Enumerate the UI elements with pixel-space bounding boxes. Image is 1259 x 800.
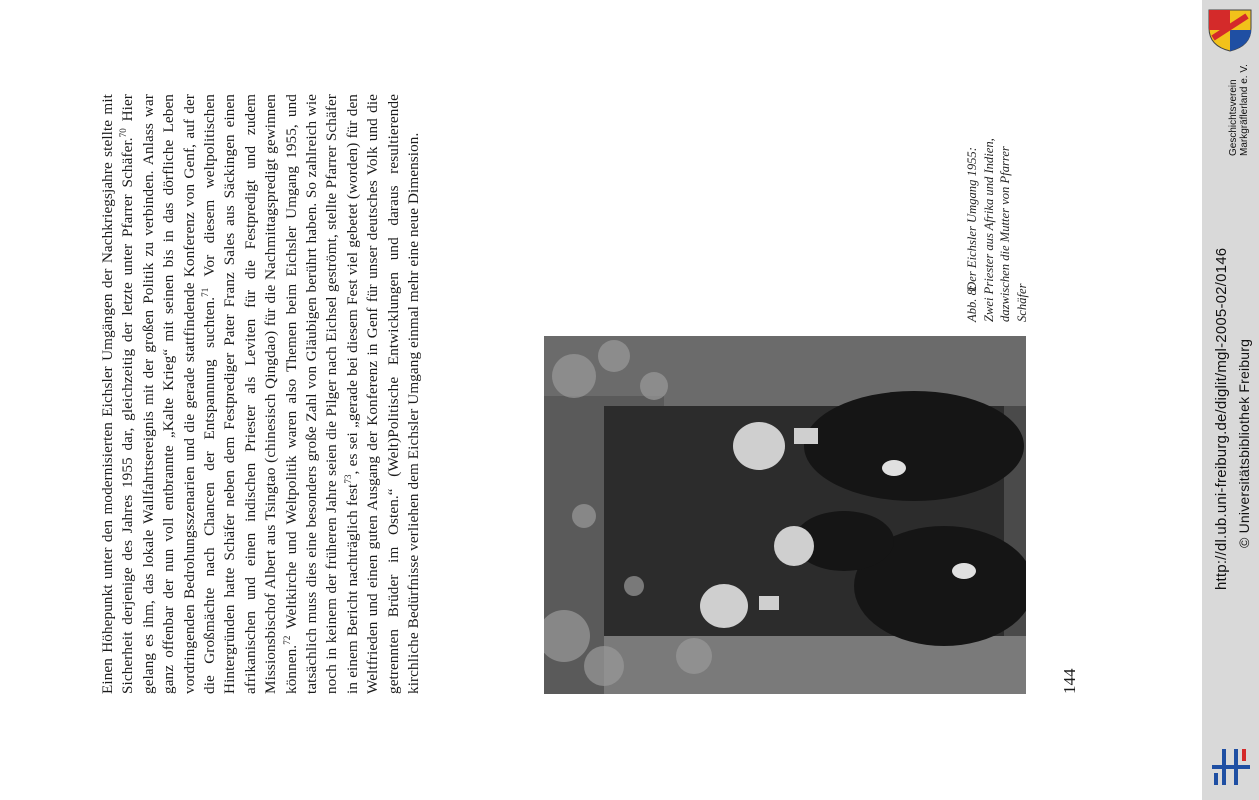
- footnote-ref: 73: [342, 474, 353, 484]
- society-line: Markgräflerland e. V.: [1239, 64, 1250, 156]
- footnote-ref: 70: [118, 128, 129, 138]
- body-paragraph: [98, 94, 425, 694]
- caption-number: Abb. 8:: [965, 284, 979, 322]
- historical-photo: [544, 336, 1026, 694]
- caption-line: [964, 92, 981, 322]
- footnote-ref: 71: [199, 287, 210, 297]
- figure-caption: [964, 92, 1034, 322]
- coat-of-arms-icon: [1207, 8, 1253, 52]
- body-text-segment: Hier gelang es ihm, das lokale Wallfahrtsereignis mit der großen Politik zu verbinden. Anlass war ganz offenbar der nun voll entbrannte „Kalte Krieg“ mit seinen bis in das dörfliche Leben vordringenden Bedrohungsszenarien und die gerade stattfindende Konferenz von Genf, auf der die Großmächte nach Chancen der Entspannung suchten.: [119, 94, 219, 694]
- copyright-notice: © Universitätsbibliothek Freiburg: [1236, 338, 1252, 548]
- body-text-segment: , es sei „gerade bei diesem Fest viel gebetet (worden) für den Weltfrieden und einen guten Ausgang der Konferenz in Genf für unser deutsches Volk und die getrennten Brüder im Osten.“ (Welt)Politische Entwicklungen und daraus resultierende kirchliche Bedürfnisse verliehen dem Eichsler Umgang einmal mehr eine neue Dimension.: [343, 94, 423, 694]
- permalink[interactable]: http://dl.ub.uni-freiburg.de/diglit/mgl-2005-02/0146: [1213, 247, 1230, 590]
- body-text-segment: Vor diesem weltpolitischen Hintergründen hatte Schäfer neben dem Festprediger Pater Franz Sales aus Säckingen einen afrikanischen und einen indischen Priester als Leviten für die Festpredigt und zudem Missionsbischof Albert aus Tsingtao (chinesisch Qingdao) für die Nachmittagspredigt gewinnen können.: [201, 94, 300, 694]
- page-number: 144: [1060, 668, 1079, 694]
- caption-line: dazwischen die Mutter von Pfarrer: [998, 146, 1012, 322]
- caption-text: Der Eichsler Umgang 1955:: [965, 147, 979, 291]
- society-line: Geschichtsverein: [1228, 79, 1239, 156]
- body-text-segment: Weltkirche und Weltpolitik waren also Themen beim Eichsler Umgang 1955, und tatsächlich muss dies eine besonders große Zahl von Gläubigen berührt haben. So zahlreich wie noch in keinem der früheren Jahre seien die Pilger nach Eichsel geströmt, stellte Pfarrer Schäfer in einem Bericht nachträglich fest: [282, 94, 361, 694]
- body-text-segment: Einen Höhepunkt unter den modernisierten Eichsler Umgängen der Nachkriegsjahre stellte mit Sicherheit derjenige des Jahres 1955 dar, gleichzeitig der letzte unter Pfarrer Schäfer.: [99, 94, 137, 694]
- caption-line: Schäfer: [1014, 283, 1029, 322]
- society-name: [1228, 64, 1250, 156]
- body-text: [98, 94, 510, 694]
- footnote-ref: 72: [281, 635, 292, 645]
- caption-line: Zwei Priester aus Afrika und Indien,: [981, 138, 996, 322]
- university-library-logo-icon: [1208, 747, 1254, 787]
